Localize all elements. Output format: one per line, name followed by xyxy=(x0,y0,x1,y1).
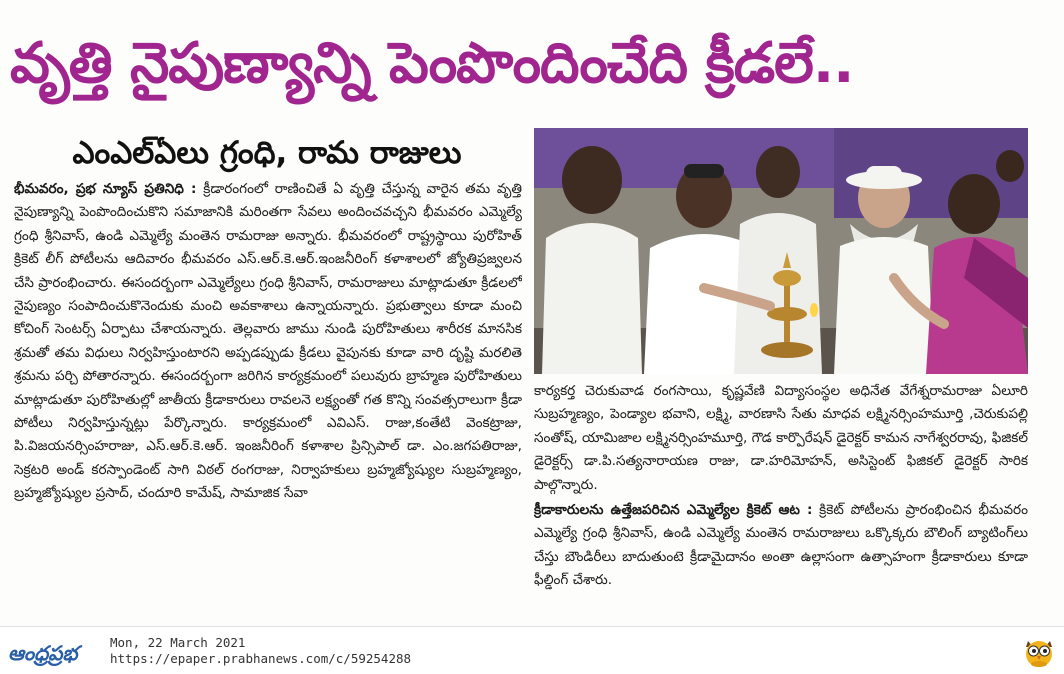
article-body-left-text: క్రీడారంగంలో రాణించితే ఏ వృత్తి చేస్తున్న వారైన తమ వృత్తి నైపుణ్యాన్ని పెంపొందించుకొని సమాజానికి మరింతగా సేవలు అందించవచ్చని భీమవరం ఎమ్మెల్యే గ్రంధి శ్రీనివాస్, ఉండి ఎమ్మెల్యే మంతెన రామరాజు అన్నారు. భీమవరంలో రాష్ట్రస్థాయి పురోహిత్ క్రికెట్ లీగ్ పోటీలను ఆదివారం భీమవరం ఎస్.ఆర్.కె.ఆర్.ఇంజనీరింగ్ కళాశాలలో జ్యోతిప్రజ్వలన చేసి ప్రారంభించారు. ఈసందర్బంగా ఎమ్మెల్యేలు గ్రంధి శ్రీనివాస్, రామరాజులు మాట్లాడుతూ క్రీడలలో నైపుణ్యం సంపాదించుకొనెందుకు మంచి అవకాశాలు ఉన్నాయన్నారు. ప్రభుత్వాలు కూడా మంచి కోచింగ్ సెంటర్స్ ఏర్పాటు చేశాయన్నారు. తెల్లవారు జాము నుండి పురోహితులు శారీరక మానసిక శ్రమతో తమ విధులు నిర్వహిస్తుంటారని అప్పడప్పుడు క్రీడలు వైపునకు కూడా వారి దృష్టి మరలితె శ్రమను పర్చి పోతారన్నారు. ఈసందర్బంగా జరిగిన కార్యక్రమంలో పలువురు బ్రాహ్మణ పురోహితులు మాట్లాడుతూ పురోహితుల్లో జాతీయ క్రీడాకారులు రావలనె లక్ష్యంతో గత కొన్ని సంవత్సరాలుగా క్రీడా పోటీలు నిర్వహిస్తున్నట్లు పేర్కొన్నారు. కార్యక్రమంలో ఎవిఎస్. రాజు,కంతేటి వెంకట్రాజు, పి.విజయనర్సింహరాజు, ఎస్.ఆర్.కె.ఆర్. ఇంజనీరింగ్ కళాశాల ప్రిన్సిపాల్ డా. ఎం.జగపతిరాజు, సెక్రటరి అండ్ కరస్పాండెంట్ సాగి విఠల్ రంగరాజు, నిర్వాహకులు బ్రహ్మజ్యోష్యుల సుబ్రహ్మణ్యం, బ్రహ్మజ్యోష్యుల ప్రసాద్, చందూరి కామేష్, సామాజిక సేవా xyxy=(14,181,522,502)
subsection-head: క్రీడాకారులను ఉత్తేజపరిచిన ఎమ్మెల్యేల క్రికెట్ ఆట : xyxy=(534,502,813,519)
subsection xyxy=(534,499,1028,593)
footer-meta xyxy=(110,635,411,667)
article-body-right-text: కార్యకర్త చెరుకువాడ రంగసాయి, కృష్ణవేణి విద్యాసంస్థల అధినేత వేగేశ్నరామరాజు ఏలూరి సుబ్రహ్మణ్యం, పెండ్యాల భవాని, లక్ష్మి, వారణాసి సేతు మాధవ లక్ష్మినర్సింహమూర్తి ,చెరుకుపల్లి సంతోష్, యామిజాల లక్ష్మినర్సింహమూర్తి, గౌడ కార్పొరేషన్ డైరెక్టర్ కామన నాగేశ్వరరావు, ఫిజికల్ డైరెక్టర్స్ డా.పి.సత్యనారాయణ రాజు, డా.హరిమోహన్, అసిస్టెంట్ ఫిజికల్ డైరెక్టర్ సారిక పాల్గొన్నారు. xyxy=(534,383,1028,493)
subheadline: ఎంఎల్ఏలు గ్రంధి, రామ రాజులు xyxy=(72,135,462,171)
article-body-left xyxy=(14,178,522,618)
owl-icon[interactable] xyxy=(1022,635,1056,669)
lamp-lighting-photo xyxy=(534,128,1028,374)
article-photo xyxy=(534,128,1028,374)
dateline: భీమవరం, ప్రభ న్యూస్ ప్రతినిధి : xyxy=(14,181,197,197)
subsection-body: క్రికెట్ పోటీలను ప్రారంభించిన భీమవరం ఎమ్మెల్యే గ్రంధి శ్రీనివాస్, ఉండి ఎమ్మెల్యే మంతెన రామరాజులు ఒక్కొక్కరు బౌలింగ్ బ్యాటింగ్‌లు చేస్తు బౌండిరీలు బాదుతుంటె క్రీడామైదానం అంతా ఉల్లాసంగా ఉత్సాహంగా క్రీడాకారులు కూడా ఫీల్డింగ్ చేశారు. xyxy=(534,502,1028,589)
logo-text: ఆంధ్రప్రభ xyxy=(8,641,78,665)
edition-url[interactable]: https://epaper.prabhanews.com/c/59254288 xyxy=(110,651,412,666)
edition-date: Mon, 22 March 2021 xyxy=(110,635,246,650)
andhra-prabha-logo[interactable] xyxy=(6,635,102,667)
footer-bar xyxy=(0,627,1064,674)
article-body-right xyxy=(534,380,1028,618)
headline: వృత్తి నైపుణ్యాన్ని పెంపొందించేది క్రీడలే.. xyxy=(10,31,854,96)
